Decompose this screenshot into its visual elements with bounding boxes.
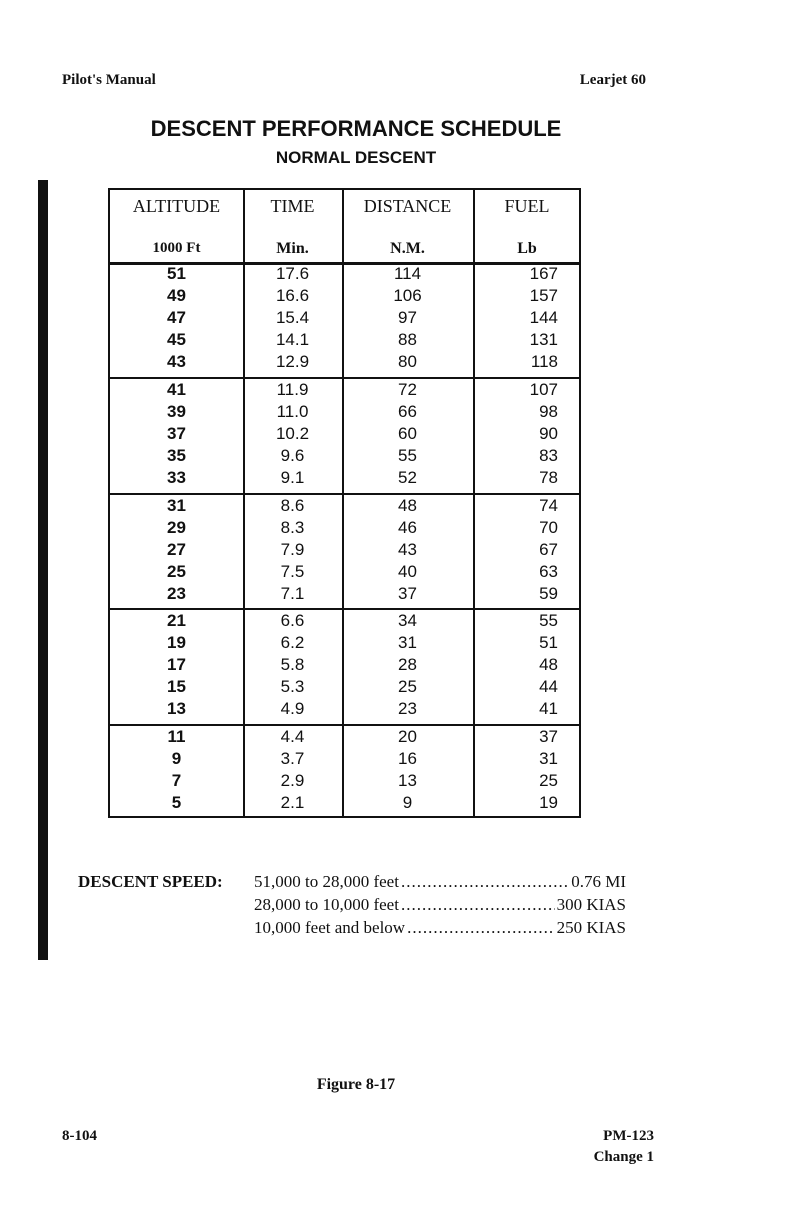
- time-cell: 17.6: [275, 264, 310, 283]
- dot-leader: [401, 895, 555, 915]
- fuel-cell: 131: [529, 330, 558, 349]
- col-header-altitude: ALTITUDE: [132, 196, 221, 216]
- footer-change: Change 1: [593, 1149, 654, 1165]
- footer-page-number: 8-104: [62, 1128, 97, 1144]
- altitude-cell: 19: [167, 633, 186, 652]
- distance-cell: 43: [398, 540, 417, 559]
- fuel-cell: 157: [529, 286, 558, 305]
- time-cell: 8.3: [280, 518, 305, 537]
- col-unit-altitude: 1000 Ft: [152, 240, 201, 256]
- altitude-cell: 9: [171, 749, 182, 768]
- altitude-cell: 51: [167, 264, 186, 283]
- distance-cell: 106: [393, 286, 422, 305]
- distance-cell: 80: [398, 352, 417, 371]
- speed-value: 0.76 MI: [571, 872, 626, 891]
- altitude-cell: 45: [167, 330, 186, 349]
- fuel-cell: 44: [539, 677, 558, 696]
- time-cell: 10.2: [275, 424, 310, 443]
- fuel-cell: 83: [539, 446, 558, 465]
- time-cell: 11.9: [276, 380, 309, 399]
- time-cell: 2.9: [280, 771, 305, 790]
- dot-leader: [401, 872, 569, 892]
- time-cell: 14.1: [275, 330, 310, 349]
- time-cell: 7.1: [280, 584, 305, 603]
- distance-cell: 25: [398, 677, 417, 696]
- distance-cell: 9: [402, 793, 413, 812]
- altitude-cell: 43: [167, 352, 186, 371]
- distance-cell: 34: [398, 611, 417, 630]
- time-cell: 4.9: [280, 699, 305, 718]
- fuel-cell: 31: [539, 749, 558, 768]
- time-cell: 2.1: [280, 793, 305, 812]
- distance-cell: 55: [398, 446, 417, 465]
- altitude-cell: 21: [167, 611, 186, 630]
- fuel-cell: 63: [539, 562, 558, 581]
- distance-cell: 52: [398, 468, 417, 487]
- dot-leader: [407, 918, 555, 938]
- distance-cell: 60: [398, 424, 417, 443]
- altitude-cell: 41: [167, 380, 186, 399]
- fuel-cell: 70: [539, 518, 558, 537]
- col-unit-fuel: Lb: [517, 240, 537, 257]
- speed-value: 250 KIAS: [556, 918, 626, 937]
- fuel-cell: 48: [539, 655, 558, 674]
- time-cell: 9.6: [280, 446, 305, 465]
- altitude-cell: 11: [167, 727, 186, 746]
- fuel-cell: 74: [539, 496, 558, 515]
- descent-speed-line: [254, 895, 626, 915]
- fuel-cell: 41: [539, 699, 558, 718]
- altitude-cell: 31: [167, 496, 186, 515]
- altitude-cell: 15: [167, 677, 186, 696]
- page-title: DESCENT PERFORMANCE SCHEDULE: [150, 116, 562, 141]
- fuel-cell: 90: [539, 424, 558, 443]
- distance-cell: 31: [398, 633, 417, 652]
- distance-cell: 23: [398, 699, 417, 718]
- header-right: Learjet 60: [579, 72, 646, 88]
- time-cell: 8.6: [280, 496, 305, 515]
- time-cell: 9.1: [280, 468, 305, 487]
- altitude-cell: 35: [167, 446, 186, 465]
- time-cell: 6.6: [280, 611, 305, 630]
- altitude-cell: 27: [167, 540, 186, 559]
- descent-speed-line: [254, 872, 626, 892]
- altitude-cell: 29: [167, 518, 186, 537]
- col-unit-time: Min.: [276, 240, 309, 257]
- figure-caption: Figure 8-17: [316, 1076, 396, 1093]
- distance-cell: 114: [393, 264, 422, 283]
- time-cell: 15.4: [275, 308, 310, 327]
- distance-cell: 88: [398, 330, 417, 349]
- fuel-cell: 98: [539, 402, 558, 421]
- altitude-cell: 13: [167, 699, 186, 718]
- fuel-cell: 37: [539, 727, 558, 746]
- distance-cell: 72: [398, 380, 417, 399]
- time-cell: 11.0: [276, 402, 309, 421]
- page-subtitle: NORMAL DESCENT: [275, 148, 437, 167]
- distance-cell: 37: [398, 584, 417, 603]
- speed-range: 10,000 feet and below: [254, 918, 406, 937]
- time-cell: 7.5: [280, 562, 305, 581]
- fuel-cell: 167: [529, 264, 558, 283]
- time-cell: 4.4: [280, 727, 305, 746]
- distance-cell: 48: [398, 496, 417, 515]
- fuel-cell: 118: [530, 352, 558, 371]
- altitude-cell: 37: [167, 424, 186, 443]
- fuel-cell: 55: [539, 611, 558, 630]
- fuel-cell: 19: [539, 793, 558, 812]
- time-cell: 3.7: [280, 749, 305, 768]
- time-cell: 12.9: [275, 352, 310, 371]
- time-cell: 16.6: [275, 286, 310, 305]
- distance-cell: 46: [398, 518, 417, 537]
- distance-cell: 66: [398, 402, 417, 421]
- distance-cell: 28: [398, 655, 417, 674]
- time-cell: 5.8: [280, 655, 305, 674]
- time-cell: 5.3: [280, 677, 305, 696]
- fuel-cell: 67: [539, 540, 558, 559]
- descent-table: [108, 188, 581, 818]
- distance-cell: 40: [398, 562, 417, 581]
- altitude-cell: 17: [167, 655, 186, 674]
- col-unit-distance: N.M.: [390, 240, 425, 257]
- fuel-cell: 78: [539, 468, 558, 487]
- col-header-time: TIME: [270, 196, 315, 216]
- fuel-cell: 51: [539, 633, 558, 652]
- distance-cell: 13: [398, 771, 417, 790]
- altitude-cell: 49: [167, 286, 186, 305]
- distance-cell: 16: [398, 749, 417, 768]
- time-cell: 6.2: [280, 633, 305, 652]
- altitude-cell: 33: [167, 468, 186, 487]
- footer-doc-number: PM-123: [603, 1128, 654, 1144]
- header-left: Pilot's Manual: [62, 72, 156, 88]
- col-header-fuel: FUEL: [504, 196, 550, 216]
- fuel-cell: 107: [529, 380, 558, 399]
- altitude-cell: 39: [167, 402, 186, 421]
- descent-speed-label: DESCENT SPEED:: [78, 872, 223, 891]
- distance-cell: 20: [398, 727, 417, 746]
- time-cell: 7.9: [280, 540, 305, 559]
- fuel-cell: 59: [539, 584, 558, 603]
- distance-cell: 97: [398, 308, 417, 327]
- speed-value: 300 KIAS: [556, 895, 626, 914]
- change-bar: [38, 180, 48, 960]
- altitude-cell: 7: [171, 771, 182, 790]
- fuel-cell: 144: [529, 308, 558, 327]
- altitude-cell: 25: [167, 562, 186, 581]
- col-header-distance: DISTANCE: [363, 196, 452, 216]
- altitude-cell: 47: [167, 308, 186, 327]
- descent-speed-line: [254, 918, 626, 938]
- altitude-cell: 5: [171, 793, 182, 812]
- speed-range: 51,000 to 28,000 feet: [254, 872, 399, 891]
- fuel-cell: 25: [539, 771, 558, 790]
- altitude-cell: 23: [167, 584, 186, 603]
- speed-range: 28,000 to 10,000 feet: [254, 895, 399, 914]
